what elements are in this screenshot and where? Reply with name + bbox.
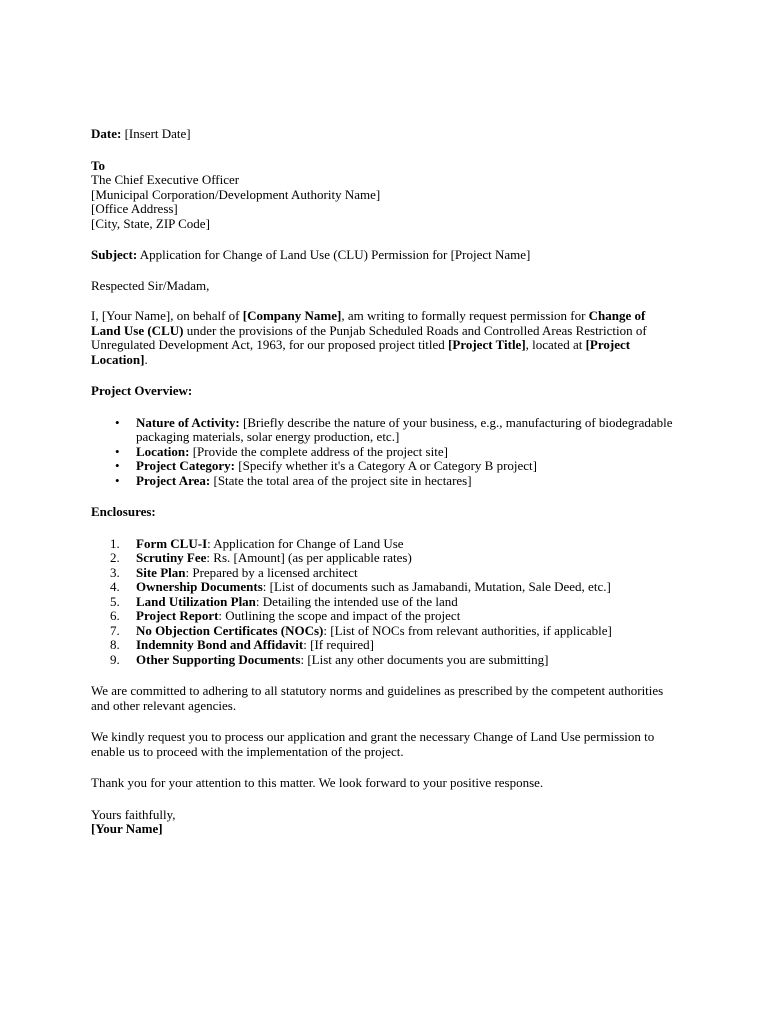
item-text: [Specify whether it's a Category A or Category B project] xyxy=(235,458,537,473)
company-name-placeholder: [Company Name] xyxy=(242,308,342,323)
clu-term: Change of Land Use (CLU) xyxy=(91,308,646,338)
item-label: Location: xyxy=(136,443,190,459)
bullet-icon: • xyxy=(115,472,120,488)
project-location-placeholder: [Project Location] xyxy=(91,337,631,367)
bullet-icon: • xyxy=(115,414,120,430)
list-item xyxy=(91,459,676,474)
closing-block xyxy=(91,808,676,837)
item-label: Site Plan xyxy=(136,564,186,580)
item-text: : Rs. [Amount] (as per applicable rates) xyxy=(206,550,412,565)
overview-heading: Project Overview: xyxy=(91,383,193,398)
item-label: Other Supporting Documents xyxy=(136,651,301,667)
list-item xyxy=(91,624,676,639)
item-text: [State the total area of the project site in hectares] xyxy=(210,472,472,488)
item-label: Project Category: xyxy=(136,458,236,473)
item-number: 5. xyxy=(110,593,120,609)
list-item xyxy=(91,580,676,595)
item-label: No Objection Certificates (NOCs) xyxy=(136,622,324,638)
item-text: : Outlining the scope and impact of the project xyxy=(218,608,461,623)
item-label: Project Area: xyxy=(136,472,211,488)
item-number: 2. xyxy=(110,550,120,565)
list-item xyxy=(91,638,676,653)
item-label: Land Utilization Plan xyxy=(136,593,256,609)
to-label: To xyxy=(91,157,105,173)
intro-text: , located at xyxy=(525,337,586,352)
date-label: Date: xyxy=(91,126,122,141)
overview-list xyxy=(91,416,676,489)
list-item xyxy=(91,551,676,566)
item-text: [Briefly describe the nature of your business, e.g., manufacturing of biodegradable packaging materials, solar energy production, etc.] xyxy=(136,414,673,444)
item-text: : [List of documents such as Jamabandi, Mutation, Sale Deed, etc.] xyxy=(262,579,611,594)
subject-line xyxy=(91,248,676,263)
list-item xyxy=(91,566,676,581)
item-label: Scrutiny Fee xyxy=(136,550,207,565)
list-item xyxy=(91,595,676,610)
subject-label: Subject: xyxy=(91,247,138,262)
item-text: : Prepared by a licensed architect xyxy=(185,564,358,580)
item-number: 1. xyxy=(110,535,120,551)
list-item xyxy=(91,416,676,445)
recipient-line: [City, State, ZIP Code] xyxy=(91,215,210,231)
recipient-block xyxy=(91,159,676,232)
item-text: : [List any other documents you are submitting] xyxy=(300,651,549,667)
recipient-line: [Office Address] xyxy=(91,201,178,216)
item-label: Form CLU-I xyxy=(136,535,208,551)
list-item xyxy=(91,609,676,624)
item-number: 8. xyxy=(110,637,120,652)
date-value: [Insert Date] xyxy=(121,126,191,141)
commitment-paragraph: We are committed to adhering to all statutory norms and guidelines as prescribed by the competent authorities and other relevant agencies. xyxy=(91,683,664,713)
recipient-line: The Chief Executive Officer xyxy=(91,172,240,187)
enclosures-list xyxy=(91,537,676,668)
item-number: 4. xyxy=(110,579,120,594)
date-line xyxy=(91,127,676,142)
list-item xyxy=(91,653,676,668)
item-text: : [If required] xyxy=(303,637,374,652)
bullet-icon: • xyxy=(115,458,120,473)
letter-document xyxy=(91,127,676,837)
item-text: [Provide the complete address of the project site] xyxy=(189,443,448,459)
item-number: 3. xyxy=(110,564,120,580)
item-label: Project Report xyxy=(136,608,219,623)
valediction: Yours faithfully, xyxy=(91,806,176,822)
request-paragraph: We kindly request you to process our application and grant the necessary Change of Land Use permission to enable us to proceed with the implementation of the project. xyxy=(91,729,655,759)
intro-paragraph xyxy=(91,309,676,367)
list-item xyxy=(91,445,676,460)
item-label: Ownership Documents xyxy=(136,579,263,594)
item-text: : Application for Change of Land Use xyxy=(207,535,404,551)
project-title-placeholder: [Project Title] xyxy=(448,337,526,352)
intro-text: under the provisions of the Punjab Scheduled Roads and Controlled Areas Restriction of Unregulated Development Act, 1963, for our proposed project titled xyxy=(91,322,647,352)
signature-placeholder: [Your Name] xyxy=(91,821,163,836)
subject-text: Application for Change of Land Use (CLU) Permission for [Project Name] xyxy=(137,247,531,262)
item-label: Indemnity Bond and Affidavit xyxy=(136,637,304,652)
item-text: : Detailing the intended use of the land xyxy=(255,593,458,609)
item-number: 6. xyxy=(110,608,120,623)
intro-text: , am writing to formally request permission for xyxy=(341,308,589,323)
intro-text: I, [Your Name], on behalf of xyxy=(91,308,243,323)
list-item xyxy=(91,474,676,489)
thanks-paragraph: Thank you for your attention to this matter. We look forward to your positive response. xyxy=(91,775,544,790)
intro-text: . xyxy=(144,351,148,367)
item-text: : [List of NOCs from relevant authorities, if applicable] xyxy=(323,622,612,638)
bullet-icon: • xyxy=(115,443,120,459)
list-item xyxy=(91,537,676,552)
salutation: Respected Sir/Madam, xyxy=(91,277,210,293)
item-number: 7. xyxy=(110,622,120,638)
item-label: Nature of Activity: xyxy=(136,414,240,430)
item-number: 9. xyxy=(110,651,120,667)
enclosures-heading: Enclosures: xyxy=(91,504,156,519)
recipient-line: [Municipal Corporation/Development Authority Name] xyxy=(91,186,381,202)
